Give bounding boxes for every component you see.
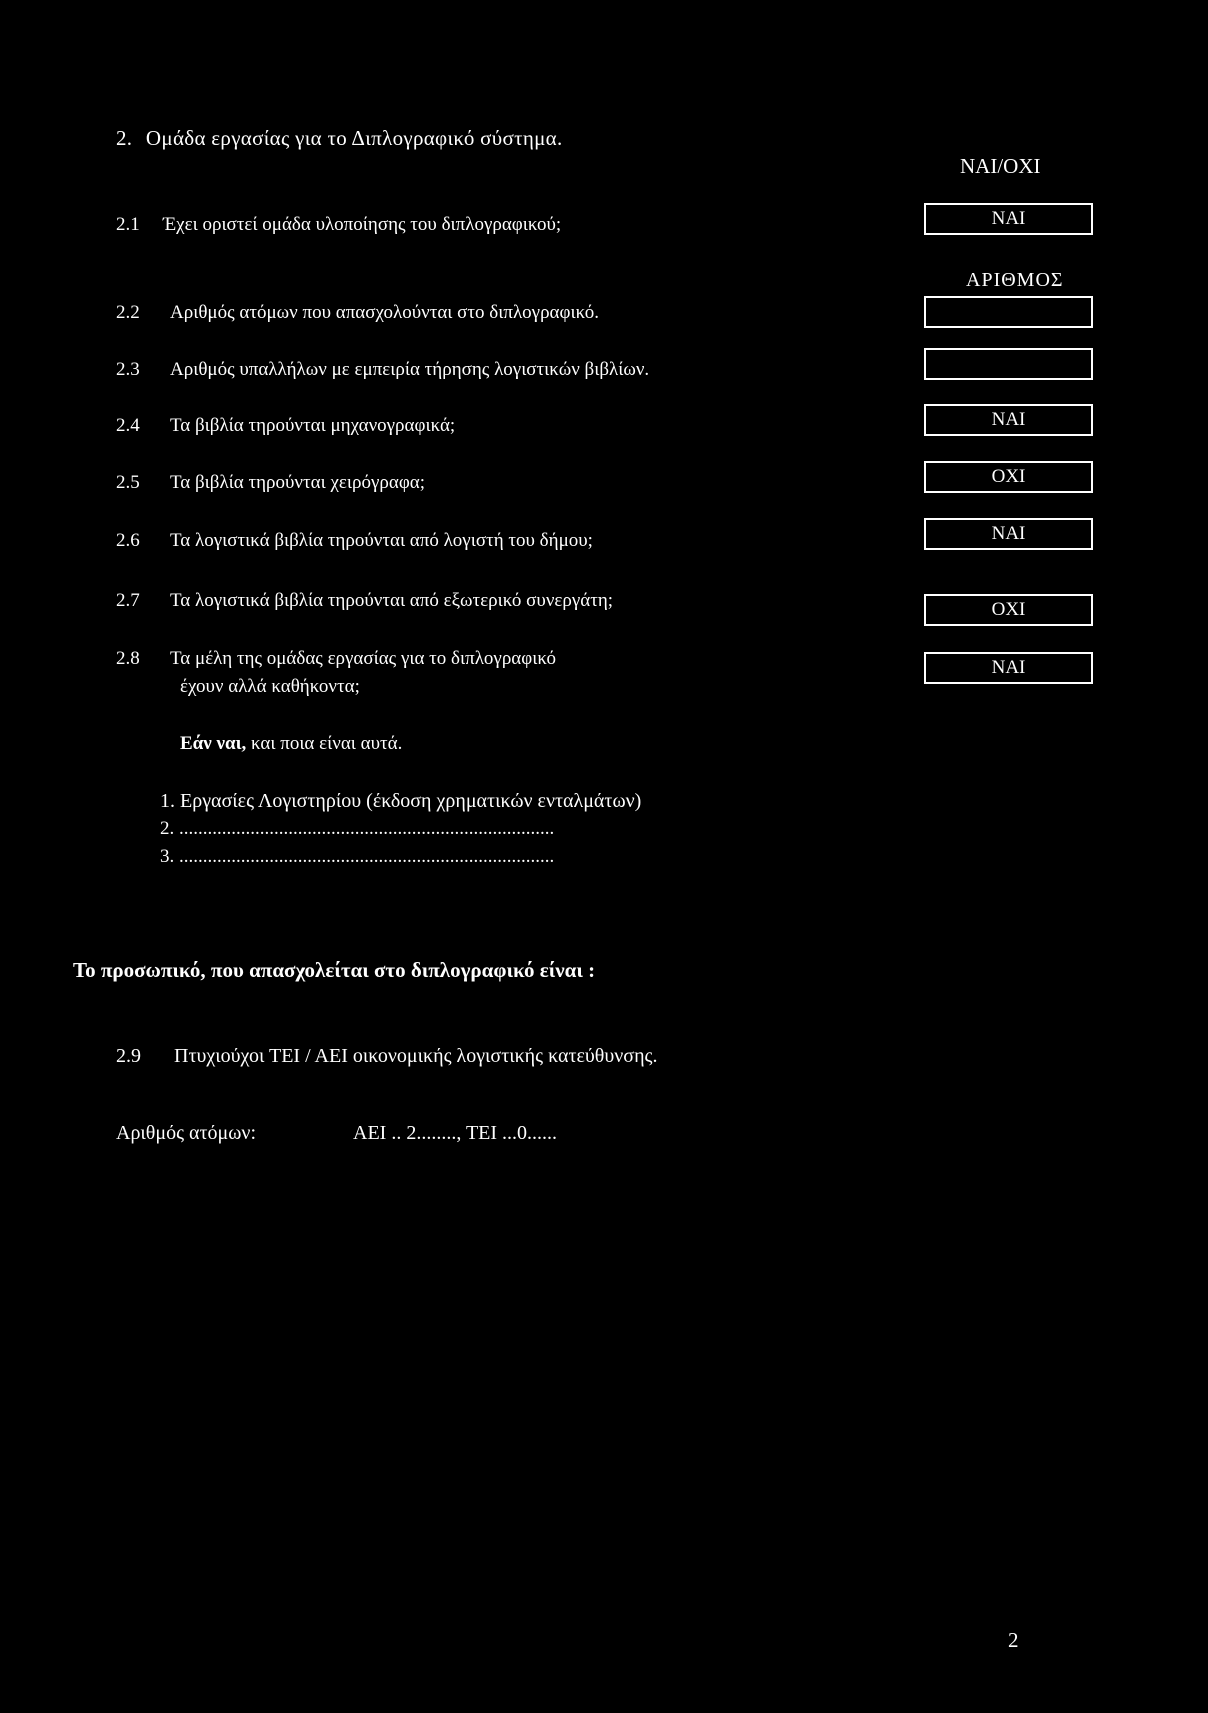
staff-heading: Το προσωπικό, που απασχολείται στο διπλογραφικό είναι : bbox=[73, 958, 596, 982]
question-text: Αριθμός υπαλλήλων με εμπειρία τήρησης λογιστικών βιβλίων. bbox=[170, 359, 650, 380]
question-number: 2.2 bbox=[116, 302, 140, 323]
yes-no-header: ΝΑΙ/ΟΧΙ bbox=[960, 154, 1041, 178]
list-item: 3. ............................................................................... bbox=[160, 846, 555, 867]
count-label: Αριθμός ατόμων: bbox=[116, 1122, 257, 1144]
answer-box[interactable] bbox=[924, 348, 1093, 380]
answer-box[interactable]: ΝΑΙ bbox=[924, 404, 1093, 436]
count-value: ΑΕΙ .. 2........, ΤΕΙ ...0...... bbox=[353, 1122, 558, 1144]
section-title bbox=[116, 126, 563, 151]
answer-box[interactable]: ΝΑΙ bbox=[924, 203, 1093, 235]
if-yes-prompt bbox=[180, 733, 402, 755]
section-title-text: Ομάδα εργασίας για το Διπλογραφικό σύστημα. bbox=[145, 126, 563, 150]
question-number: 2.8 bbox=[116, 648, 140, 669]
question-number: 2.4 bbox=[116, 415, 140, 436]
question-text: Τα λογιστικά βιβλία τηρούνται από λογιστή του δήμου; bbox=[170, 530, 593, 551]
question-text: Τα λογιστικά βιβλία τηρούνται από εξωτερικό συνεργάτη; bbox=[170, 590, 614, 611]
page-number: 2 bbox=[1008, 1628, 1019, 1652]
question-number: 2.1 bbox=[116, 214, 140, 235]
question-text: Τα βιβλία τηρούνται χειρόγραφα; bbox=[170, 472, 426, 493]
answer-box[interactable]: ΝΑΙ bbox=[924, 518, 1093, 550]
question-text: Έχει οριστεί ομάδα υλοποίησης του διπλογραφικού; bbox=[163, 214, 562, 235]
list-item: 1. Εργασίες Λογιστηρίου (έκδοση χρηματικών ενταλμάτων) bbox=[160, 790, 642, 812]
number-header: ΑΡΙΘΜΟΣ bbox=[966, 269, 1064, 291]
answer-box[interactable]: ΝΑΙ bbox=[924, 652, 1093, 684]
question-text-continued: έχουν αλλά καθήκοντα; bbox=[180, 676, 360, 697]
list-item: 2. ............................................................................... bbox=[160, 818, 555, 839]
question-number: 2.5 bbox=[116, 472, 140, 493]
section-number: 2. bbox=[116, 126, 133, 150]
question-text: Πτυχιούχοι ΤΕΙ / ΑΕΙ οικονομικής λογιστικής κατεύθυνσης. bbox=[174, 1045, 658, 1067]
question-text: Τα βιβλία τηρούνται μηχανογραφικά; bbox=[170, 415, 456, 436]
answer-box[interactable] bbox=[924, 296, 1093, 328]
question-number: 2.3 bbox=[116, 359, 140, 380]
question-number: 2.6 bbox=[116, 530, 140, 551]
if-yes-bold: Εάν ναι, bbox=[180, 733, 247, 754]
answer-box[interactable]: ΟΧΙ bbox=[924, 461, 1093, 493]
answer-box[interactable]: ΟΧΙ bbox=[924, 594, 1093, 626]
if-yes-rest: και ποια είναι αυτά. bbox=[246, 733, 403, 754]
question-text: Αριθμός ατόμων που απασχολούνται στο διπλογραφικό. bbox=[170, 302, 599, 323]
question-text: Τα μέλη της ομάδας εργασίας για το διπλογραφικό bbox=[170, 648, 556, 669]
question-number: 2.9 bbox=[116, 1045, 141, 1067]
question-number: 2.7 bbox=[116, 590, 140, 611]
